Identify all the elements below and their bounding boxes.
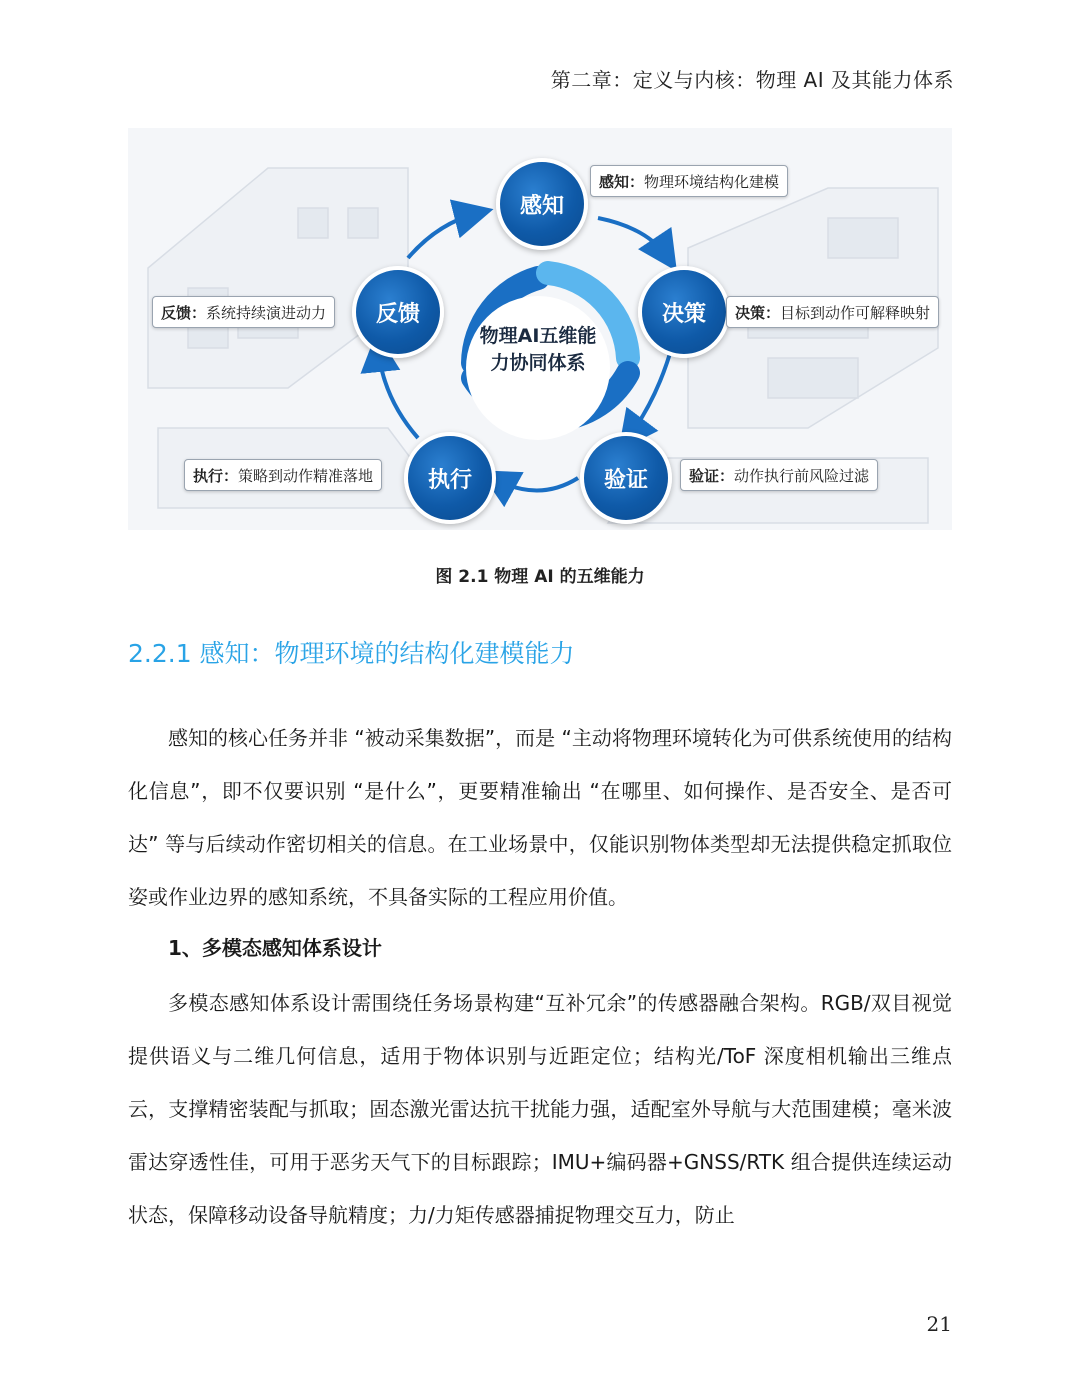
body-paragraph-1: 感知的核心任务并非 “被动采集数据”，而是 “主动将物理环境转化为可供系统使用的结构化信息”，即不仅要识别 “是什么”，更要精准输出 “在哪里、如何操作、是否安全、是否可达” 等与后续动作密切相关的信息。在工业场景中，仅能识别物体类型却无法提供稳定抓取位姿或作业边界的感知系统，不具备实际的工程应用价值。: [128, 726, 952, 909]
callout-perception-text: 物理环境结构化建模: [644, 172, 780, 191]
callout-verification-key: 验证：: [689, 466, 735, 485]
body-paragraph-2: 多模态感知体系设计需围绕任务场景构建“互补冗余”的传感器融合架构。RGB/双目视觉提供语义与二维几何信息，适用于物体识别与近距定位；结构光/ToF 深度相机输出三维点云，支撑精密装配与抓取；固态激光雷达抗干扰能力强，适配室外导航与大范围建模；毫米波雷达穿透性佳，可用于恶劣天气下的目标跟踪；IMU+编码器+GNSS/RTK 组合提供连续运动状态，保障移动设备导航精度；力/力矩传感器捕捉物理交互力，防止: [128, 991, 952, 1227]
callout-perception-key: 感知：: [599, 172, 645, 191]
arrow-perception-to-decision: [598, 218, 668, 258]
center-line-2: 力协同体系: [490, 352, 586, 374]
five-capability-figure: [128, 128, 952, 530]
arrow-feedback-to-perception: [408, 213, 478, 258]
callout-execution: [184, 459, 382, 491]
node-decision: 决策: [638, 266, 730, 358]
callout-verification-text: 动作执行前风险过滤: [734, 466, 870, 485]
page-number: 21: [926, 1312, 952, 1336]
node-perception: 感知: [496, 158, 588, 250]
figure-center-label: [463, 323, 613, 377]
callout-execution-text: 策略到动作精准落地: [238, 466, 374, 485]
callout-decision: [726, 296, 939, 328]
center-line-1: 物理AI五维能: [479, 325, 597, 347]
callout-feedback: [152, 296, 335, 328]
figure-caption: 图 2.1 物理 AI 的五维能力: [435, 567, 645, 587]
node-feedback: 反馈: [352, 266, 444, 358]
callout-verification: [680, 459, 878, 491]
section-heading: 2.2.1 感知：物理环境的结构化建模能力: [128, 639, 575, 668]
subheading: 1、多模态感知体系设计: [168, 936, 382, 960]
node-verification: 验证: [580, 432, 672, 524]
arrow-verification-to-execution: [493, 478, 578, 491]
arrow-execution-to-feedback: [378, 348, 418, 438]
callout-feedback-text: 系统持续演进动力: [206, 303, 327, 322]
callout-decision-text: 目标到动作可解释映射: [780, 303, 931, 322]
running-header: 第二章：定义与内核：物理 AI 及其能力体系: [550, 68, 954, 92]
callout-perception: [590, 165, 788, 197]
callout-decision-key: 决策：: [735, 303, 781, 322]
callout-feedback-key: 反馈：: [161, 303, 207, 322]
callout-execution-key: 执行：: [193, 466, 239, 485]
node-execution: 执行: [404, 432, 496, 524]
